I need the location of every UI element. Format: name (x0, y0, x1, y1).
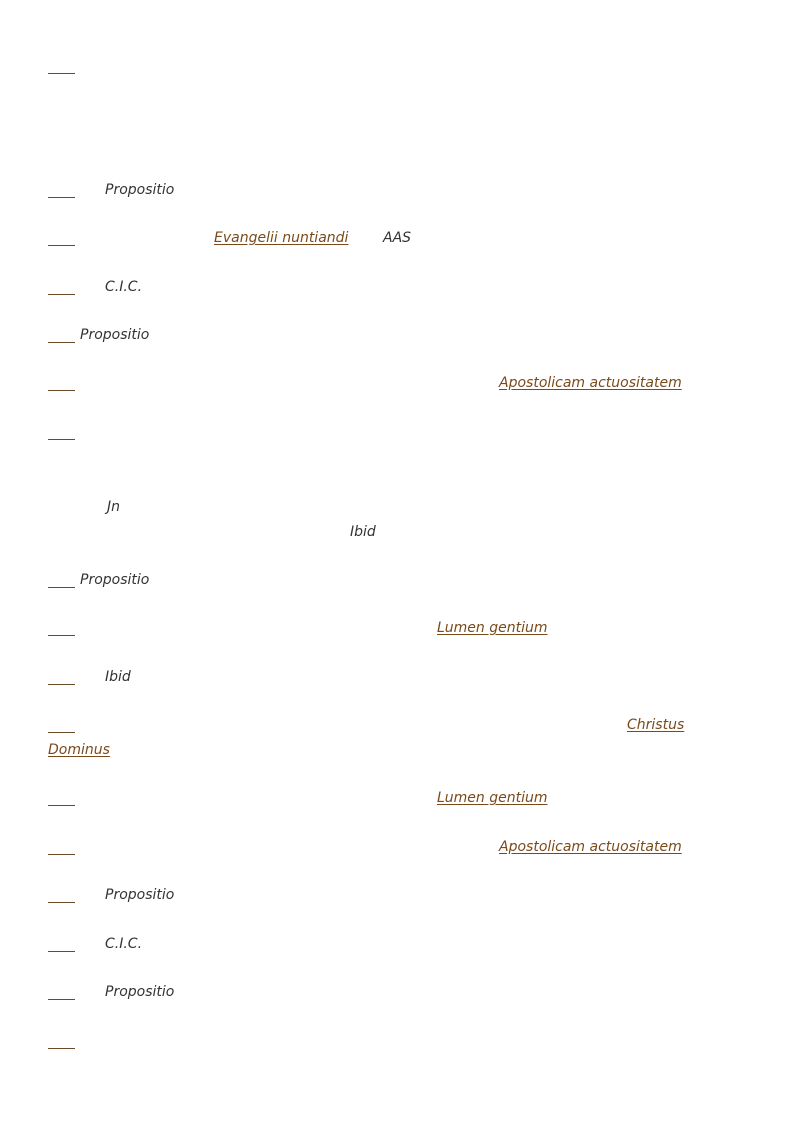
footnote-citation-propositio: Propositio (80, 572, 150, 588)
footnote-rule (48, 999, 75, 1000)
footnote-rule (48, 587, 75, 588)
footnote-citation-propositio: Propositio (105, 984, 175, 1000)
footnote-rule (48, 294, 75, 295)
footnote-citation-cic: C.I.C. (105, 936, 143, 952)
footnote-citation-propositio: Propositio (105, 887, 175, 903)
footnote-citation-jn: Jn (107, 499, 121, 515)
link-christus-dominus[interactable]: Dominus (48, 742, 110, 758)
footnote-rule (48, 1048, 75, 1049)
link-apostolicam-actuositatem[interactable]: Apostolicam actuositatem (499, 839, 682, 855)
footnote-citation-cic: C.I.C. (105, 279, 143, 295)
footnote-citation-propositio: Propositio (80, 327, 150, 343)
footnote-rule (48, 805, 75, 806)
link-lumen-gentium[interactable]: Lumen gentium (437, 620, 548, 636)
footnote-citation-ibid: Ibid (350, 524, 376, 540)
footnote-rule (48, 951, 75, 952)
footnote-rule (48, 439, 75, 440)
link-apostolicam-actuositatem[interactable]: Apostolicam actuositatem (499, 375, 682, 391)
footnote-citation-ibid: Ibid (105, 669, 131, 685)
footnote-rule (48, 854, 75, 855)
footnote-rule (48, 73, 75, 74)
footnote-rule (48, 902, 75, 903)
footnote-rule (48, 245, 75, 246)
link-lumen-gentium[interactable]: Lumen gentium (437, 790, 548, 806)
footnote-rule (48, 684, 75, 685)
footnote-rule (48, 732, 75, 733)
footnote-rule (48, 390, 75, 391)
footnote-rule (48, 197, 75, 198)
footnote-rule (48, 635, 75, 636)
footnote-rule (48, 342, 75, 343)
footnote-citation-propositio: Propositio (105, 182, 175, 198)
footnote-citation-aas: AAS (383, 230, 412, 246)
link-christus-dominus[interactable]: Christus (627, 717, 685, 733)
link-evangelii-nuntiandi[interactable]: Evangelii nuntiandi (214, 230, 349, 246)
